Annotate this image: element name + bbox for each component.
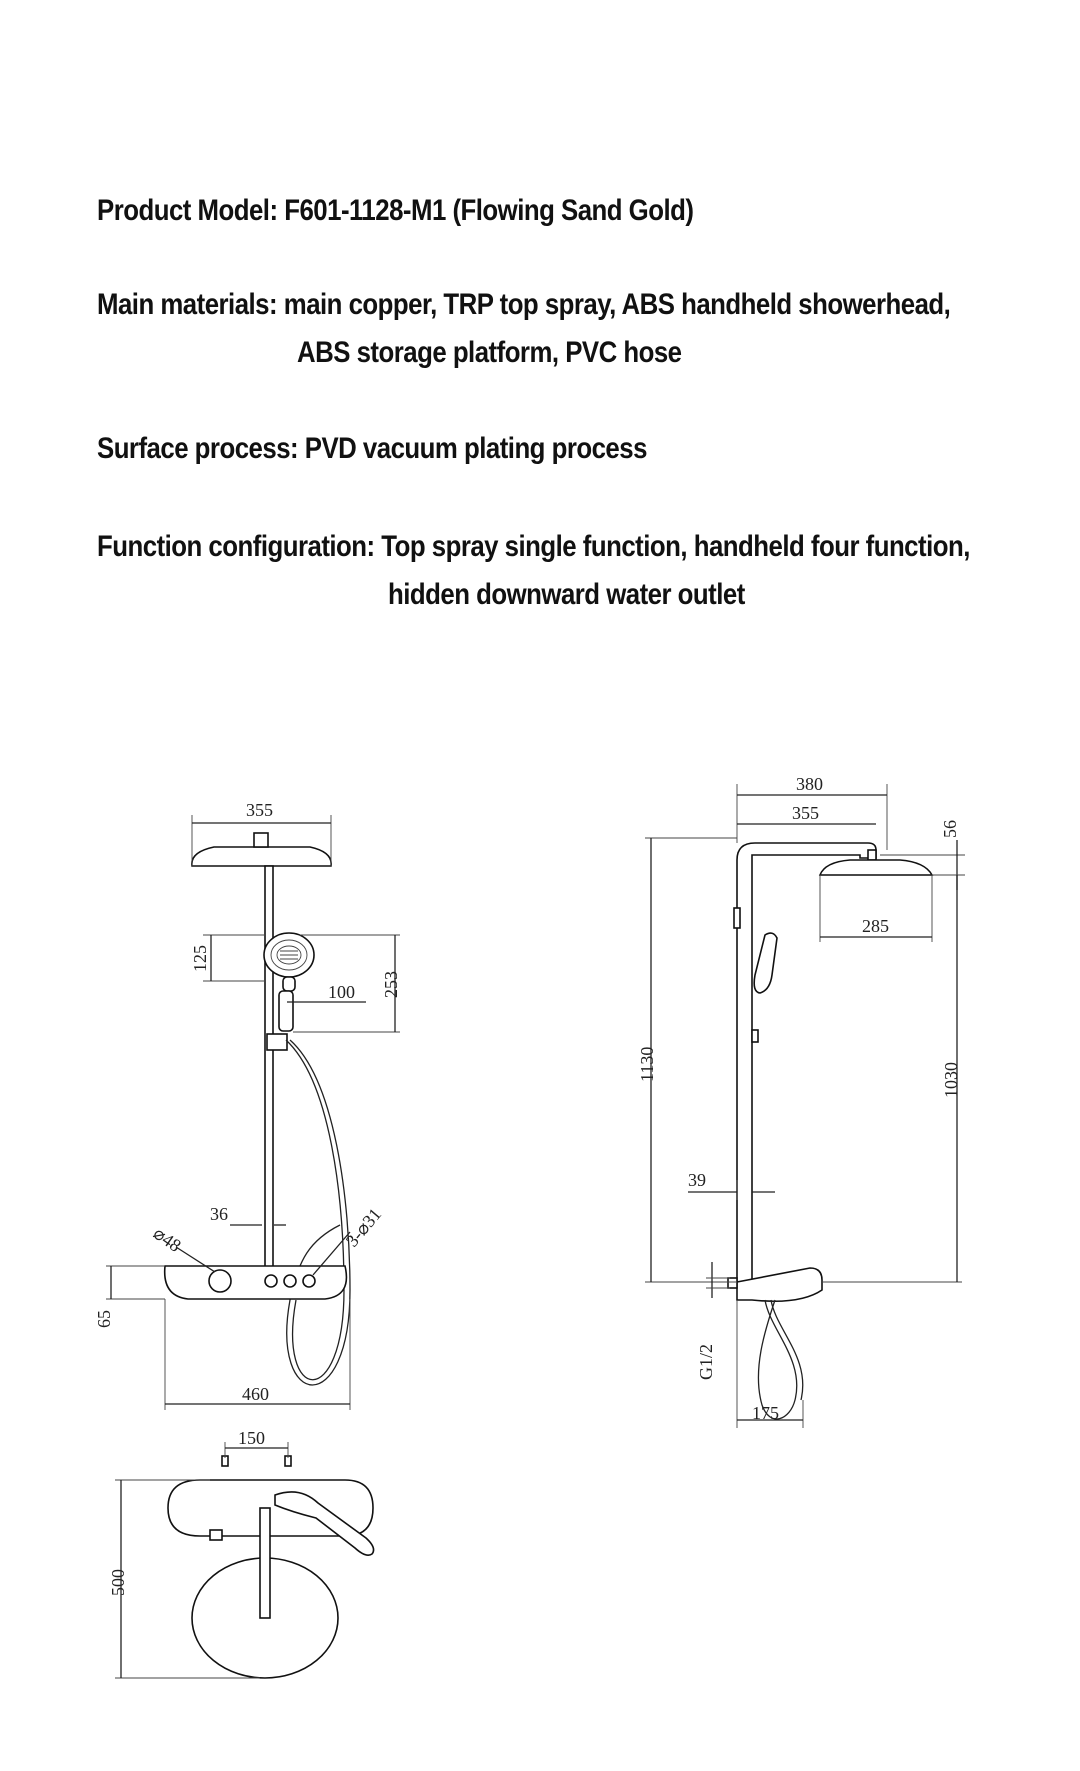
side-head-connector (868, 850, 876, 860)
front-dim-36-label: 36 (210, 1204, 228, 1224)
handheld-button (283, 977, 295, 991)
side-dim-380-label: 380 (796, 774, 823, 794)
top-dim-500-label: 500 (108, 1569, 128, 1596)
side-dim-355-label: 355 (792, 803, 819, 823)
surface-process-label: Surface process: (97, 432, 299, 465)
top-outlet (210, 1530, 222, 1540)
front-view (94, 800, 401, 1410)
function-config-continuation: hidden downward water outlet (388, 578, 745, 611)
front-storage-platform (165, 1266, 347, 1299)
handheld-handle (279, 991, 293, 1031)
front-head-connector (254, 833, 268, 847)
side-dim-thread-label: G1/2 (696, 1344, 716, 1380)
side-holder (752, 1030, 758, 1042)
top-dim-150-label: 150 (238, 1428, 265, 1448)
top-view (108, 1428, 374, 1678)
front-dim-65-label: 65 (94, 1310, 114, 1328)
side-dim-39-label: 39 (688, 1170, 706, 1190)
front-dim-100-label: 100 (328, 982, 355, 1002)
side-view (637, 774, 965, 1428)
side-riser-joint (734, 908, 740, 928)
front-rain-head (192, 847, 331, 866)
side-handheld (754, 933, 777, 993)
materials-label: Main materials: (97, 288, 278, 321)
function-button-1 (265, 1275, 277, 1287)
front-riser-bar (265, 866, 273, 1273)
side-dim-56-label: 56 (940, 820, 960, 838)
temperature-knob (209, 1270, 231, 1292)
materials-continuation: ABS storage platform, PVC hose (297, 336, 682, 369)
side-dim-1130-label: 1130 (637, 1046, 657, 1082)
front-dim-buttons-label: 3-⌀31 (341, 1204, 386, 1251)
function-button-2 (284, 1275, 296, 1287)
top-arm (260, 1508, 270, 1618)
front-dim-125-label: 125 (190, 945, 210, 972)
front-dim-355-label: 355 (246, 800, 273, 820)
product-model-value: F601-1128-M1 (Flowing Sand Gold) (284, 194, 694, 227)
side-riser-arm (737, 843, 876, 1282)
front-dim-253-label: 253 (381, 971, 401, 998)
side-dim-175-label: 175 (752, 1403, 779, 1423)
front-dim-knob-label: ⌀48 (149, 1222, 185, 1256)
front-dim-460-label: 460 (242, 1384, 269, 1404)
product-model-label: Product Model: (97, 194, 278, 227)
side-dim-1030-label: 1030 (941, 1062, 961, 1098)
function-button-3 (303, 1275, 315, 1287)
materials-value: main copper, TRP top spray, ABS handheld showerhead, (283, 288, 951, 321)
surface-process-value: PVD vacuum plating process (304, 432, 647, 465)
side-dim-285-label: 285 (862, 916, 889, 936)
function-config-label: Function configuration: (97, 530, 375, 563)
function-config-value: Top spray single function, handheld four function, (381, 530, 970, 563)
side-inlet (728, 1278, 737, 1288)
side-rain-head (820, 860, 932, 875)
handheld-holder-bracket (267, 1034, 287, 1050)
